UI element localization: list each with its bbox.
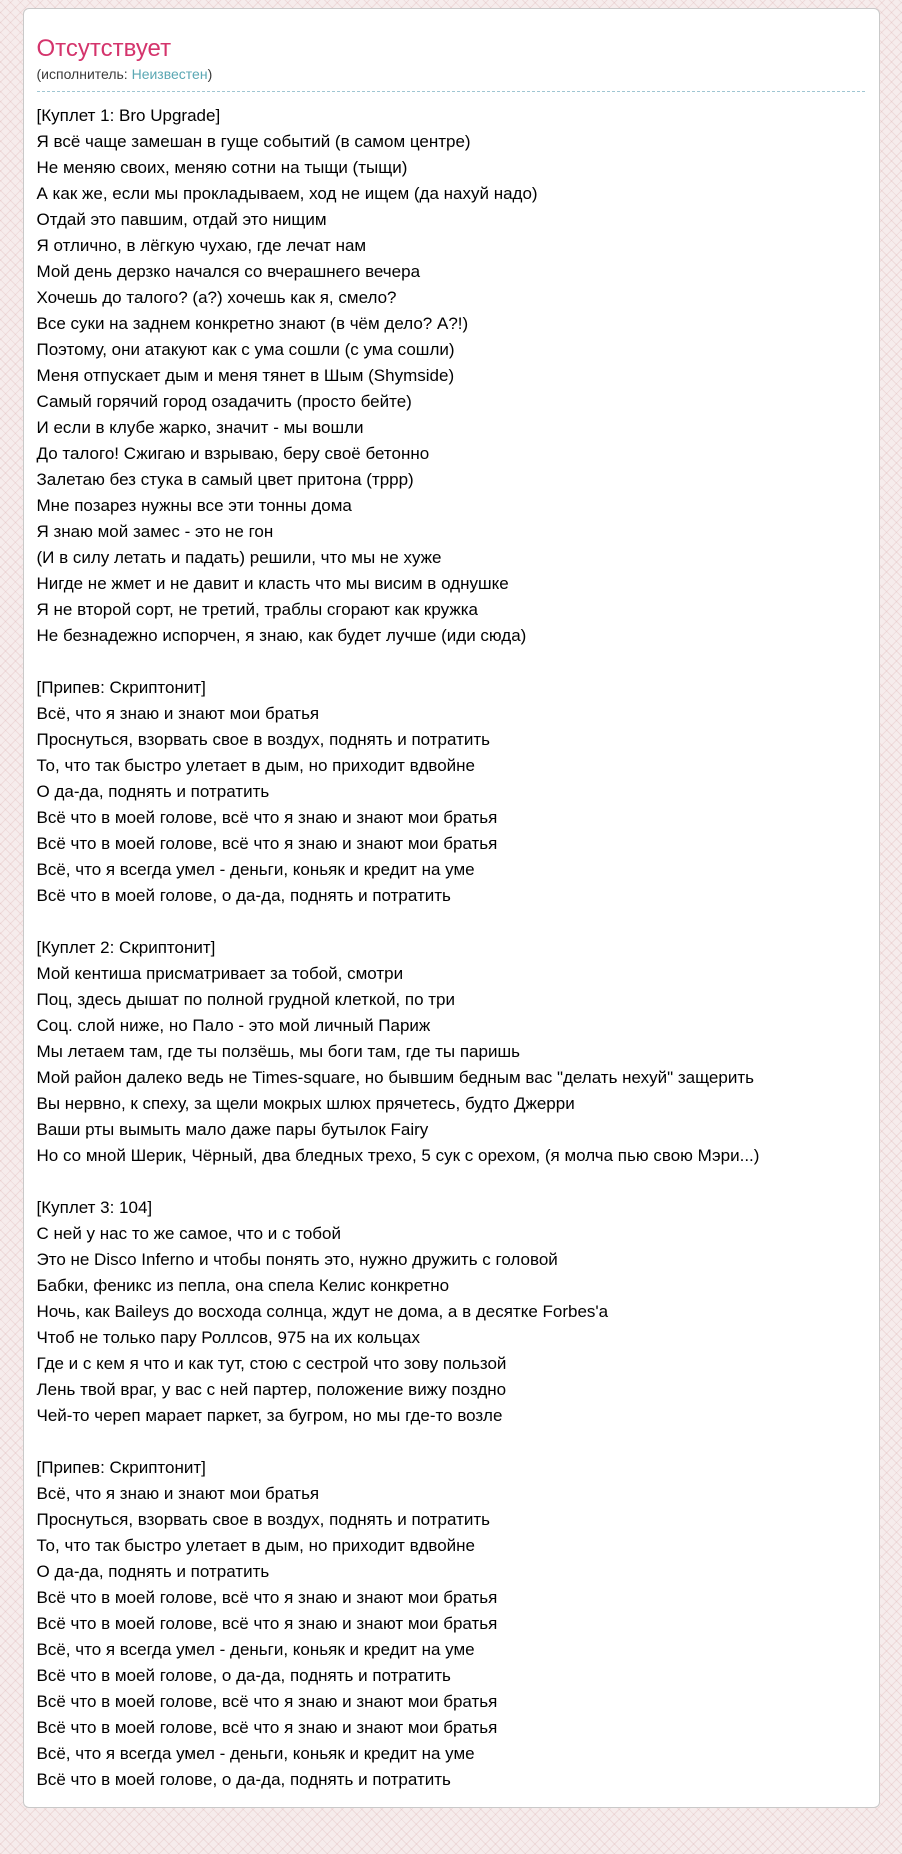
lyric-line: Я всё чаще замешан в гуще событий (в самом центре)	[36, 131, 471, 151]
lyric-line: Самый горячий город озадачить (просто бейте)	[36, 391, 412, 411]
lyric-line: О да-да, поднять и потратить	[36, 781, 270, 801]
lyric-line: Проснуться, взорвать свое в воздух, поднять и потратить	[36, 1509, 490, 1529]
lyrics-section	[37, 1195, 865, 1429]
lyric-line: Ночь, как Baileys до восхода солнца, ждут не дома, а в десятке Forbes'a	[36, 1301, 609, 1321]
lyric-line: Мне позарез нужны все эти тонны дома	[36, 495, 352, 515]
artist-suffix: )	[207, 65, 213, 82]
section-header: [Куплет 2: Скриптонит]	[36, 937, 216, 957]
lyric-line: Все суки на заднем конкретно знают (в чём дело? А?!)	[36, 313, 469, 333]
lyric-line: Не меняю своих, меняю сотни на тыщи (тыщи)	[36, 157, 408, 177]
lyric-line: То, что так быстро улетает в дым, но приходит вдвойне	[36, 1535, 476, 1555]
lyric-line: Всё что в моей голове, о да-да, поднять и потратить	[36, 1769, 451, 1789]
lyric-line: Бабки, феникс из пепла, она спела Келис конкретно	[36, 1275, 450, 1295]
lyric-line: Всё, что я всегда умел - деньги, коньяк и кредит на уме	[36, 1743, 475, 1763]
lyric-line: Мы летаем там, где ты ползёшь, мы боги там, где ты паришь	[36, 1041, 520, 1061]
lyric-line: Поц, здесь дышат по полной грудной клеткой, по три	[36, 989, 456, 1009]
lyric-line: Нигде не жмет и не давит и класть что мы висим в однушке	[36, 573, 509, 593]
lyric-line: Всё, что я всегда умел - деньги, коньяк и кредит на уме	[36, 1639, 475, 1659]
lyrics-section	[37, 675, 865, 909]
lyric-line: Вы нервно, к спеху, за щели мокрых шлюх прячетесь, будто Джерри	[36, 1093, 575, 1113]
lyric-line: Проснуться, взорвать свое в воздух, поднять и потратить	[36, 729, 490, 749]
lyric-line: Всё что в моей голове, о да-да, поднять и потратить	[36, 1665, 451, 1685]
artist-label: (исполнитель:	[36, 65, 132, 82]
lyric-line: Залетаю без стука в самый цвет притона (тррр)	[36, 469, 414, 489]
lyric-line: Всё что в моей голове, всё что я знаю и знают мои братья	[36, 1691, 498, 1711]
lyric-line: С ней у нас то же самое, что и с тобой	[36, 1223, 341, 1243]
lyric-line: Мой район далеко ведь не Times-square, но бывшим бедным вас "делать нехуй" защерить	[36, 1067, 754, 1087]
artist-line	[37, 66, 865, 92]
lyric-line: Всё что в моей голове, всё что я знаю и знают мои братья	[36, 1613, 498, 1633]
lyric-line: До талого! Сжигаю и взрываю, беру своё бетонно	[36, 443, 430, 463]
lyric-line: Поэтому, они атакуют как с ума сошли (с ума сошли)	[36, 339, 455, 359]
lyric-line: Всё что в моей голове, всё что я знаю и знают мои братья	[36, 1587, 498, 1607]
lyric-line: Где и с кем я что и как тут, стою с сестрой что зову пользой	[36, 1353, 507, 1373]
lyrics-section	[37, 935, 865, 1169]
section-header: [Припев: Скриптонит]	[36, 1457, 206, 1477]
lyric-line: (И в силу летать и падать) решили, что мы не хуже	[36, 547, 442, 567]
lyric-line: Всё, что я знаю и знают мои братья	[36, 703, 320, 723]
lyric-line: Чей-то череп марает паркет, за бугром, но мы где-то возле	[36, 1405, 503, 1425]
lyric-line: Соц. слой ниже, но Пало - это мой личный Париж	[36, 1015, 431, 1035]
lyric-line: Всё что в моей голове, всё что я знаю и знают мои братья	[36, 807, 498, 827]
lyric-line: О да-да, поднять и потратить	[36, 1561, 270, 1581]
lyric-line: Всё что в моей голове, о да-да, поднять и потратить	[36, 885, 451, 905]
lyric-line: Я отлично, в лёгкую чухаю, где лечат нам	[36, 235, 367, 255]
artist-link[interactable]: Неизвестен	[131, 65, 208, 82]
lyric-line: Всё, что я знаю и знают мои братья	[36, 1483, 320, 1503]
lyric-line: Мой кентиша присматривает за тобой, смотри	[36, 963, 404, 983]
lyrics-text	[37, 103, 865, 1793]
lyric-line: Но со мной Шерик, Чёрный, два бледных трехо, 5 сук с орехом, (я молча пью свою Мэри...)	[36, 1145, 760, 1165]
lyric-line: А как же, если мы прокладываем, ход не ищем (да нахуй надо)	[36, 183, 538, 203]
section-header: [Куплет 3: 104]	[36, 1197, 153, 1217]
lyrics-section	[37, 1455, 865, 1793]
lyric-line: Меня отпускает дым и меня тянет в Шым (Shymside)	[36, 365, 455, 385]
section-header: [Припев: Скриптонит]	[36, 677, 206, 697]
lyric-line: Я не второй сорт, не третий, траблы сгорают как кружка	[36, 599, 478, 619]
lyric-line: Всё что в моей голове, всё что я знаю и знают мои братья	[36, 833, 498, 853]
lyrics-section	[37, 103, 865, 649]
lyric-line: Хочешь до талого? (а?) хочешь как я, смело?	[36, 287, 397, 307]
lyric-line: Мой день дерзко начался со вчерашнего вечера	[36, 261, 421, 281]
lyric-line: Ваши рты вымыть мало даже пары бутылок Fairy	[36, 1119, 429, 1139]
lyric-line: Лень твой враг, у вас с ней партер, положение вижу поздно	[36, 1379, 507, 1399]
lyric-line: И если в клубе жарко, значит - мы вошли	[36, 417, 364, 437]
lyrics-card	[23, 8, 880, 1808]
lyric-line: Чтоб не только пару Роллсов, 975 на их кольцах	[36, 1327, 420, 1347]
lyric-line: Это не Disco Inferno и чтобы понять это, нужно дружить с головой	[36, 1249, 558, 1269]
lyric-line: Отдай это павшим, отдай это нищим	[36, 209, 327, 229]
lyric-line: Всё, что я всегда умел - деньги, коньяк и кредит на уме	[36, 859, 475, 879]
section-header: [Куплет 1: Bro Upgrade]	[36, 105, 221, 125]
lyric-line: Не безнадежно испорчен, я знаю, как будет лучше (иди сюда)	[36, 625, 527, 645]
lyric-line: Я знаю мой замес - это не гон	[36, 521, 274, 541]
lyric-line: Всё что в моей голове, всё что я знаю и знают мои братья	[36, 1717, 498, 1737]
page-title: Отсутствует	[36, 35, 172, 62]
lyric-line: То, что так быстро улетает в дым, но приходит вдвойне	[36, 755, 476, 775]
